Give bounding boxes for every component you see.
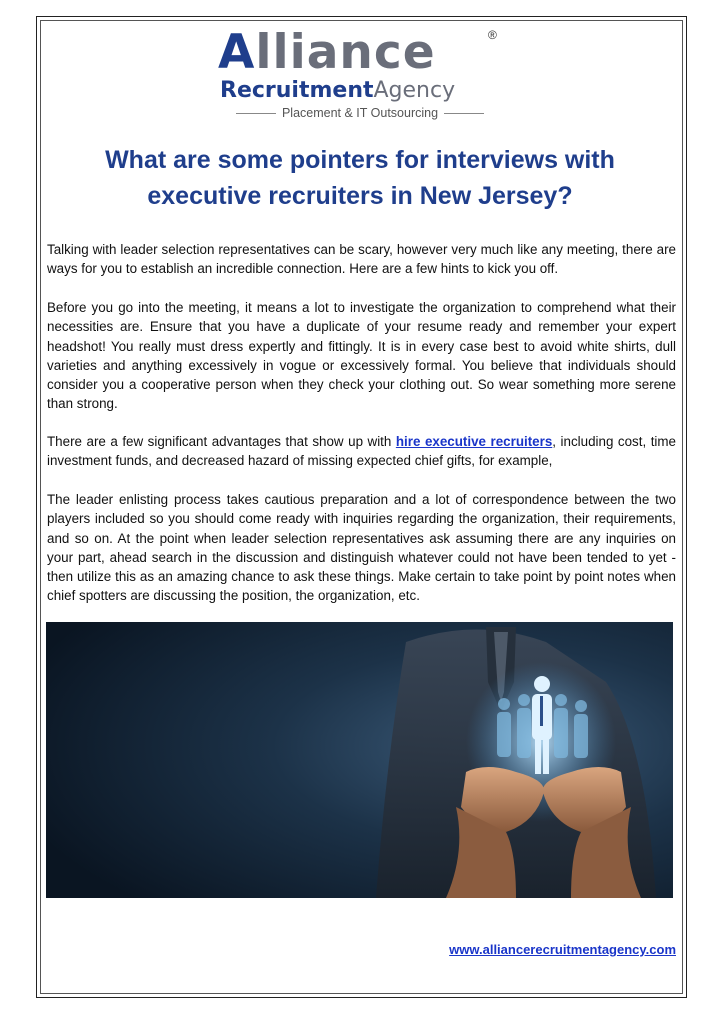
logo-subtitle bbox=[220, 78, 455, 104]
logo-wordmark bbox=[218, 26, 436, 80]
logo-sub-first: Recruitment bbox=[220, 78, 374, 103]
website-footer-link[interactable]: www.alliancerecruitmentagency.com bbox=[449, 942, 676, 957]
paragraph-advantages-end: , including cost, time investment funds, and decreased hazard of missing expected chief gifts, for example, bbox=[47, 434, 676, 469]
page-title: What are some pointers for interviews with executive recruiters in New Jersey? bbox=[105, 146, 615, 210]
company-logo bbox=[218, 26, 508, 122]
logo-initial: A bbox=[218, 25, 256, 80]
paragraph-preparation: Before you go into the meeting, it means a lot to investigate the organization to comprehend what their necessities are. Ensure that you have a duplicate of your resume ready and remember your expert headshot! You really must dress expertly and fittingly. It is in every case best to avoid white shirts, dull varieties and anything excessively in vogue or excessively formal. You believe that individuals should consider you a cooperative person when they check your clothing out. So wear something more serene than strong. bbox=[47, 300, 676, 412]
paragraph-process: The leader enlisting process takes cautious preparation and a lot of correspondence between the two players included so you should come ready with inquiries regarding the organization, their requirements, and so on. At the point when leader selection representatives ask assuming there are any inquiries on your part, ahead search in the discussion and distinguish whatever could not have been tended to yet - then utilize this as an amazing chance to ask these things. Make certain to take point by point notes when chief spotters are discussing the position, the organization, etc. bbox=[47, 492, 676, 604]
logo-sub-second: Agency bbox=[373, 78, 456, 103]
hire-executive-recruiters-link[interactable]: hire executive recruiters bbox=[395, 434, 553, 449]
logo-tagline bbox=[220, 106, 500, 120]
paragraph-intro: Talking with leader selection representatives can be scary, however very much like any meeting, there are ways for you to establish an incredible connection. Here are a few hints to kick you off. bbox=[47, 242, 676, 277]
registered-mark: ® bbox=[488, 28, 497, 42]
paragraph-advantages-start: There are a few significant advantages that show up with bbox=[47, 434, 396, 449]
logo-word-rest: lliance bbox=[255, 25, 436, 80]
paragraph-advantages bbox=[47, 432, 676, 471]
hands-holding-people-photo bbox=[46, 622, 673, 898]
logo-tagline-text: Placement & IT Outsourcing bbox=[281, 106, 439, 120]
